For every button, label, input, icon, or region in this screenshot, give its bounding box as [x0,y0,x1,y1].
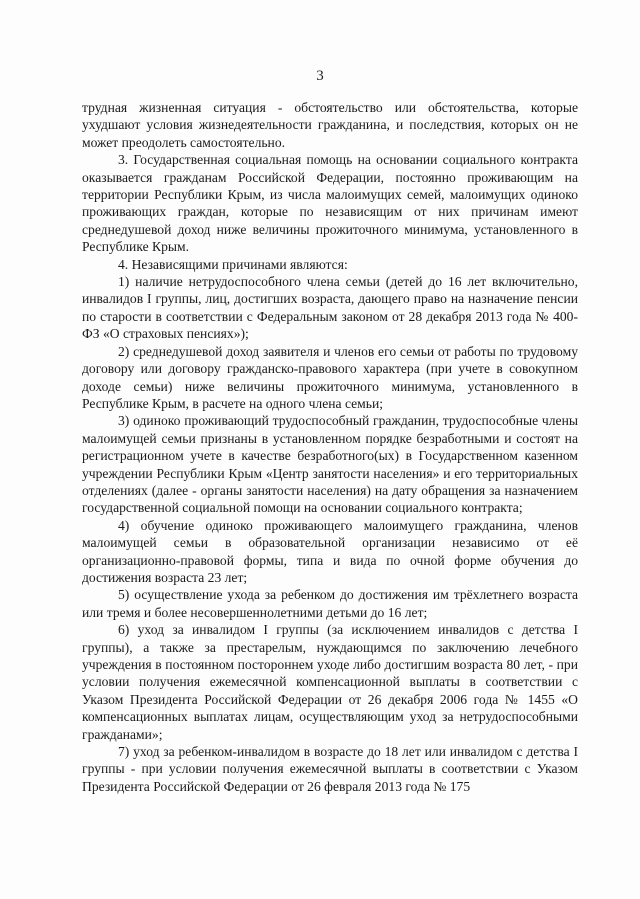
list-item-3: 3) одиноко проживающий трудоспособный гражданин, трудоспособные члены малоимущей семьи признаны в установленном порядке безработными и состоят на регистрационном учете в качестве безработного(ых) в Государственном казенном учреждении Республики Крым «Центр занятости населения» и его территориальных отделениях (далее - органы занятости населения) на дату обращения за назначением государственной социальной помощи на основании социального контракта; [82,413,578,516]
paragraph-4-reasons-heading: 4. Независящими причинами являются: [118,256,348,272]
page-number: 3 [316,68,324,84]
list-item-2: 2) среднедушевой доход заявителя и членов его семьи от работы по трудовому договору или договору гражданско-правового характера (при учете в совокупном доходе семьи) ниже величины прожиточного минимума, установленного в Республике Крым, в расчете на одного члена семьи; [82,343,578,411]
document-body [82,99,578,795]
paragraph-difficult-situation: трудная жизненная ситуация - обстоятельство или обстоятельства, которые ухудшают условия жизнедеятельности гражданина, и последствия, которых он не может преодолеть самостоятельно. [82,100,578,150]
list-item-6: 6) уход за инвалидом I группы (за исключением инвалидов с детства I группы), а также за престарелым, нуждающимся по заключению лечебного учреждения в постоянном постороннем уходе либо достигшим возраста 80 лет, - при условии получения ежемесячной компенсационной выплаты в соответствии с Указом Президента Российской Федерации от 26 декабря 2006 года № 1455 «О компенсационных выплатах лицам, осуществляющим уход за нетрудоспособными гражданами»; [82,622,578,742]
list-item-5: 5) осуществление ухода за ребенком до достижения им трёхлетнего возраста или тремя и более несовершеннолетними детьми до 16 лет; [82,587,578,620]
list-item-1: 1) наличие нетрудоспособного члена семьи (детей до 16 лет включительно, инвалидов I группы, лиц, достигших возраста, дающего право на назначение пенсии по старости в соответствии с Федеральным законом от 28 декабря 2013 года № 400-ФЗ «О страховых пенсиях»); [82,274,578,342]
paragraph-3-state-assistance: 3. Государственная социальная помощь на основании социального контракта оказывается гражданам Российской Федерации, постоянно проживающим на территории Республики Крым, из числа малоимущих семей, малоимущих одиноко проживающих граждан, которые по независящим от них причинам имеют среднедушевой доход ниже величины прожиточного минимума, установленного в Республике Крым. [82,152,578,255]
list-item-7: 7) уход за ребенком-инвалидом в возрасте до 18 лет или инвалидом с детства I группы - при условии получения ежемесячной выплаты в соответствии с Указом Президента Российской Федерации от 26 февраля 2013 года № 175 [82,744,578,794]
list-item-4: 4) обучение одиноко проживающего малоимущего гражданина, членов малоимущей семьи в образовательной организации независимо от её организационно-правовой формы, типа и вида по очной форме обучения до достижения возраста 23 лет; [82,517,578,585]
